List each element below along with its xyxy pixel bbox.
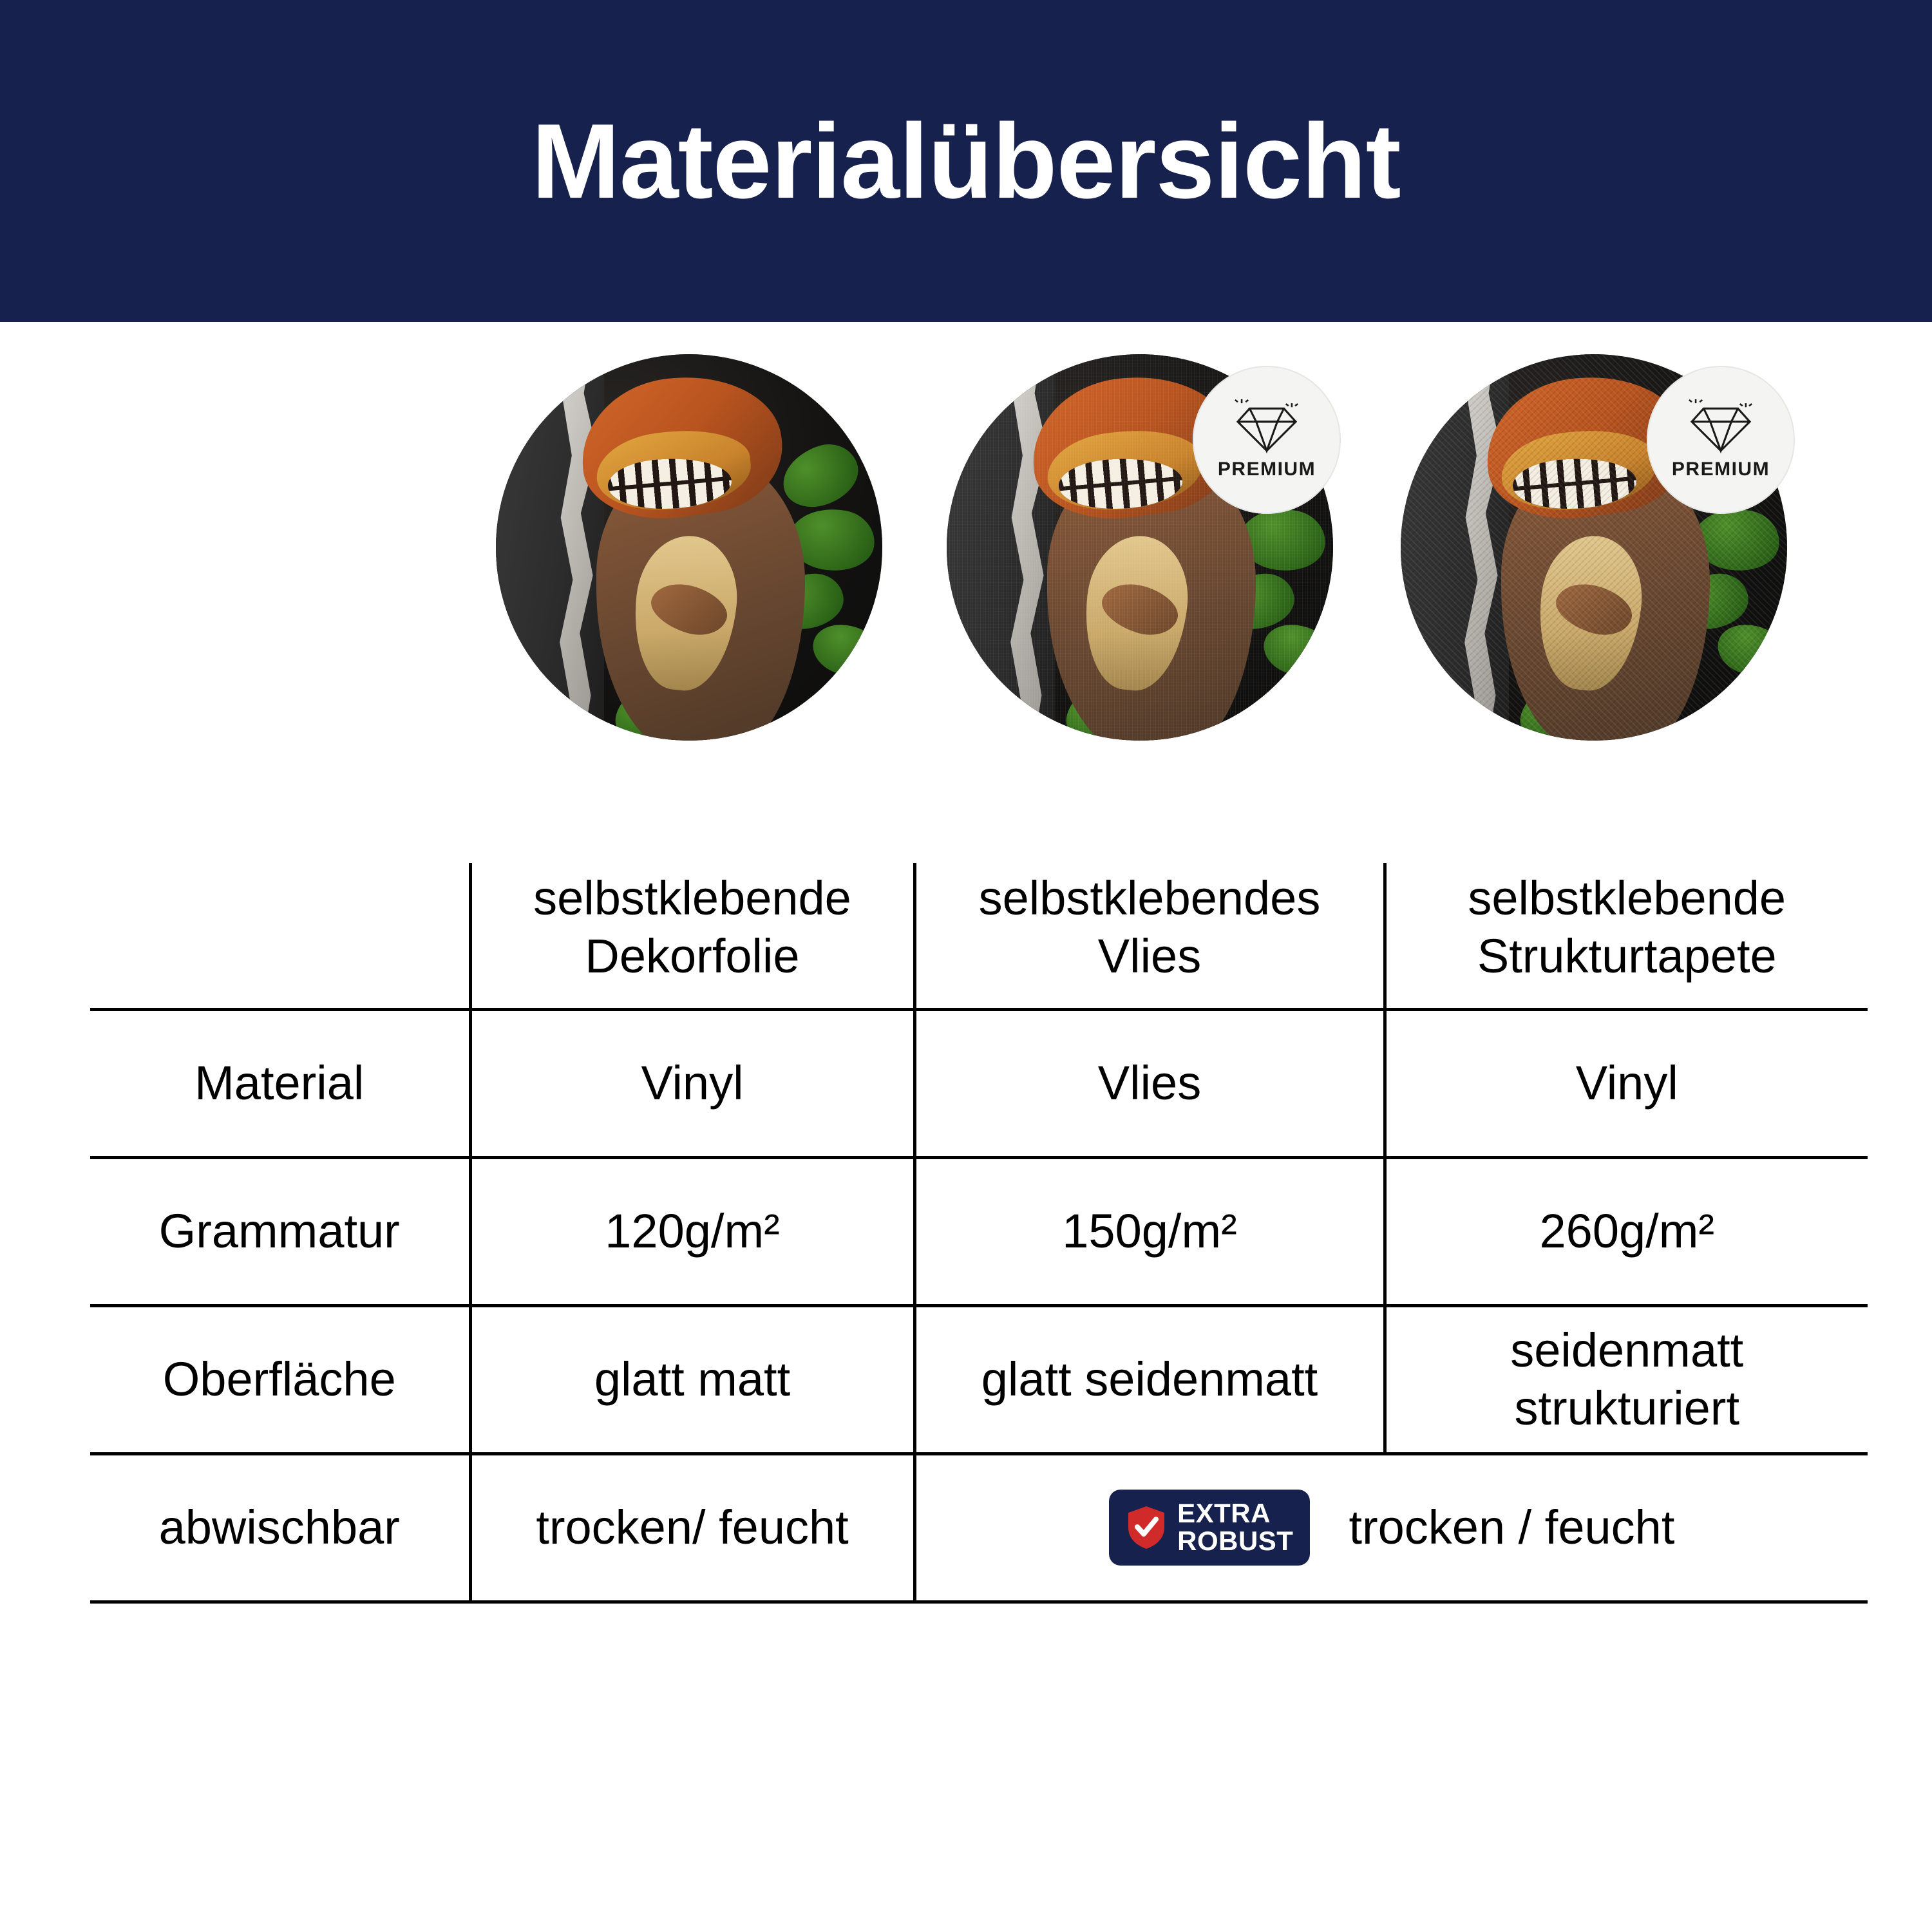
page-header	[0, 0, 1932, 322]
table-bottom-rule	[90, 1602, 1868, 1604]
table-row	[90, 1157, 1868, 1305]
cell-material-dekorfolie: Vinyl	[470, 1009, 914, 1157]
column-header-dekorfolie: selbstklebende Dekorfolie	[470, 863, 914, 1009]
extra-robust-badge	[1109, 1490, 1310, 1566]
extra-robust-label	[1177, 1500, 1293, 1555]
row-label-material: Material	[90, 1009, 470, 1157]
shield-check-icon	[1126, 1504, 1167, 1551]
cell-abwischbar-vlies-struktur	[914, 1454, 1868, 1602]
cell-grammatur-dekorfolie: 120g/m²	[470, 1157, 914, 1305]
page-title: Materialübersicht	[531, 101, 1401, 220]
thumbnail-vlies[interactable]	[947, 354, 1333, 741]
diamond-icon	[1687, 399, 1754, 455]
thumbnail-strukturtapete[interactable]	[1401, 354, 1787, 741]
premium-badge	[1193, 366, 1341, 514]
robust-line-2: ROBUST	[1177, 1526, 1294, 1557]
robust-line-1: EXTRA	[1177, 1498, 1271, 1529]
premium-badge-label: PREMIUM	[1217, 459, 1316, 480]
row-label-abwischbar: abwischbar	[90, 1454, 470, 1602]
table-row	[90, 1454, 1868, 1602]
thumbnail-row	[0, 348, 1932, 773]
premium-badge-label: PREMIUM	[1671, 459, 1770, 480]
table-header-row	[90, 863, 1868, 1009]
thumbnail-dekorfolie[interactable]	[496, 354, 882, 741]
material-spec-table	[90, 863, 1868, 1604]
cell-abwischbar-dekorfolie: trocken/ feucht	[470, 1454, 914, 1602]
table-row	[90, 1305, 1868, 1454]
cell-oberflaeche-vlies: glatt seidenmatt	[914, 1305, 1385, 1454]
premium-badge	[1647, 366, 1795, 514]
cell-material-vlies: Vlies	[914, 1009, 1385, 1157]
product-image-dekorfolie	[496, 354, 882, 741]
diamond-icon	[1233, 399, 1300, 455]
row-label-grammatur: Grammatur	[90, 1157, 470, 1305]
cell-oberflaeche-dekorfolie: glatt matt	[470, 1305, 914, 1454]
table-row	[90, 1009, 1868, 1157]
table-corner-cell	[90, 863, 470, 1009]
column-header-strukturtapete: selbstklebende Strukturtapete	[1385, 863, 1868, 1009]
cell-grammatur-strukturtapete: 260g/m²	[1385, 1157, 1868, 1305]
row-label-oberflaeche: Oberfläche	[90, 1305, 470, 1454]
cell-oberflaeche-strukturtapete: seidenmatt strukturiert	[1385, 1305, 1868, 1454]
column-header-vlies: selbstklebendes Vlies	[914, 863, 1385, 1009]
cell-abwischbar-text: trocken / feucht	[1349, 1500, 1675, 1554]
dinosaur-artwork	[496, 354, 882, 741]
cell-material-strukturtapete: Vinyl	[1385, 1009, 1868, 1157]
cell-grammatur-vlies: 150g/m²	[914, 1157, 1385, 1305]
